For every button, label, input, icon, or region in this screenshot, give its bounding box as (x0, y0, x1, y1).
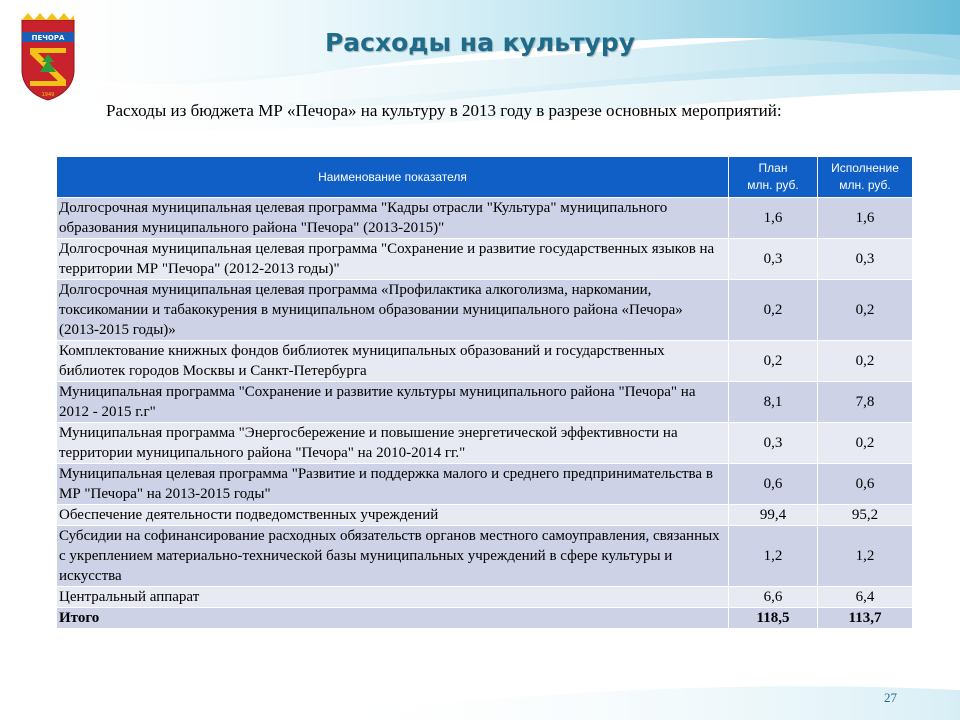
row-plan: 99,4 (729, 505, 818, 526)
table-total-row (57, 608, 913, 629)
total-execution: 113,7 (818, 608, 913, 629)
row-name: Комплектование книжных фондов библиотек муниципальных образований и государственных библиотек городов Москвы и Санкт-Петербурга (57, 341, 729, 382)
row-name: Муниципальная целевая программа "Развитие и поддержка малого и среднего предпринимательства в МР "Печора" на 2013-2015 годы" (57, 464, 729, 505)
row-name: Субсидии на софинансирование расходных обязательств органов местного самоуправления, связанных с укреплением материально-технической базы муниципальных учреждений в сфере культуры и искусства (57, 526, 729, 587)
table-row (57, 526, 913, 587)
header-name: Наименование показателя (57, 157, 729, 198)
table-row (57, 239, 913, 280)
total-plan: 118,5 (729, 608, 818, 629)
row-execution: 7,8 (818, 382, 913, 423)
table-row (57, 587, 913, 608)
row-name: Обеспечение деятельности подведомственных учреждений (57, 505, 729, 526)
header-plan: План млн. руб. (729, 157, 818, 198)
expenses-table (56, 156, 913, 629)
table-header-row (57, 157, 913, 198)
emblem-year: 1949 (41, 92, 55, 98)
page-number: 27 (884, 690, 897, 705)
row-execution: 0,2 (818, 280, 913, 341)
row-execution: 0,2 (818, 423, 913, 464)
row-name: Долгосрочная муниципальная целевая программа "Кадры отрасли "Культура" муниципального образования муниципального района "Печора" (2013-2015)" (57, 198, 729, 239)
row-plan: 0,3 (729, 423, 818, 464)
row-execution: 1,2 (818, 526, 913, 587)
slide-title: Расходы на культуру (324, 28, 636, 57)
row-execution: 0,6 (818, 464, 913, 505)
row-plan: 6,6 (729, 587, 818, 608)
row-execution: 95,2 (818, 505, 913, 526)
table-row (57, 464, 913, 505)
intro-paragraph: Расходы из бюджета МР «Печора» на культуру в 2013 году в разрезе основных мероприятий: (106, 101, 782, 120)
table-row (57, 505, 913, 526)
row-execution: 0,2 (818, 341, 913, 382)
row-plan: 8,1 (729, 382, 818, 423)
row-plan: 0,3 (729, 239, 818, 280)
table-row (57, 198, 913, 239)
row-name: Долгосрочная муниципальная целевая программа «Профилактика алкоголизма, наркомании, токсикомании и табакокурения в муниципальном образовании муниципального района «Печора» (2013-2015 годы)» (57, 280, 729, 341)
row-name: Долгосрочная муниципальная целевая программа "Сохранение и развитие государственных языков на территории МР "Печора" (2012-2013 годы)" (57, 239, 729, 280)
total-label: Итого (57, 608, 729, 629)
row-plan: 1,2 (729, 526, 818, 587)
row-execution: 1,6 (818, 198, 913, 239)
row-plan: 0,2 (729, 280, 818, 341)
header-execution: Исполнение млн. руб. (818, 157, 913, 198)
row-plan: 0,2 (729, 341, 818, 382)
row-execution: 0,3 (818, 239, 913, 280)
row-name: Центральный аппарат (57, 587, 729, 608)
row-name: Муниципальная программа "Сохранение и развитие культуры муниципального района "Печора" на 2012 - 2015 г.г" (57, 382, 729, 423)
table-row (57, 341, 913, 382)
table-row (57, 423, 913, 464)
table-row (57, 280, 913, 341)
row-plan: 0,6 (729, 464, 818, 505)
row-plan: 1,6 (729, 198, 818, 239)
row-name: Муниципальная программа "Энергосбережение и повышение энергетической эффективности на территории муниципального района "Печора" на 2010-2014 гг." (57, 423, 729, 464)
table-row (57, 382, 913, 423)
row-execution: 6,4 (818, 587, 913, 608)
emblem-text: ПЕЧОРА (31, 34, 65, 42)
